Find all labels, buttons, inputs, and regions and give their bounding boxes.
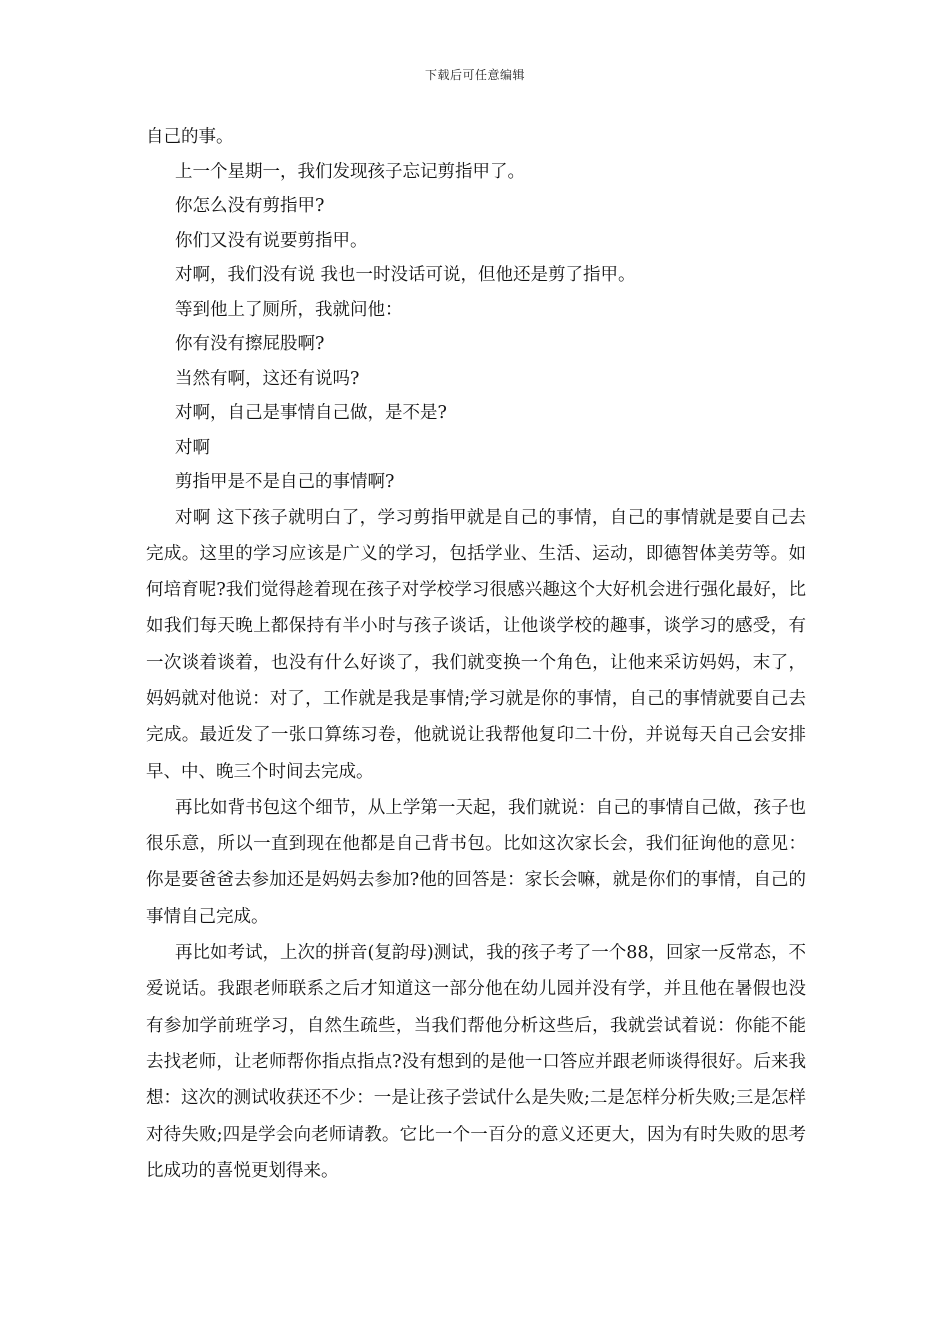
dialogue-line: 剪指甲是不是自己的事情啊? [175,472,395,492]
page-header: 下载后可任意编辑 [424,68,525,82]
paragraph: 再比如考试，上次的拼音(复韵母)测试，我的孩子考了一个88，回家一反常态，不爱说话。我跟老师联系之后才知道这一部分他在幼儿园并没有学，并且他在暑假也没有参加学前班学习，自然生疏些，当我们帮他分析这些后，我就尝试着说：你能不能去找老师，让老师帮你指点指点?没有想到的是他一口答应并跟老师谈得很好。后来我想：这次的测试收获还不少：一是让孩子尝试什么是失败;二是怎样分析失败;三是怎样对待失败;四是学会向老师请教。它比一个一百分的意义还更大，因为有时失败的思考比成功的喜悦更划得来。 [146,943,806,1181]
text-line: 上一个星期一，我们发现孩子忘记剪指甲了。 [175,161,525,182]
text-line: 等到他上了厕所，我就问他： [175,299,403,320]
dialogue-line: 你们又没有说要剪指甲。 [175,230,368,251]
dialogue-line: 对啊 [175,437,210,458]
paragraph: 再比如背书包这个细节，从上学第一天起，我们就说：自己的事情自己做，孩子也很乐意，所以一直到现在他都是自己背书包。比如这次家长会，我们征询他的意见：你是要爸爸去参加还是妈妈去参加?他的回答是：家长会嘛，就是你们的事情，自己的事情自己完成。 [146,797,806,927]
dialogue-line: 对啊，自己是事情自己做，是不是? [175,403,447,423]
document-body [146,120,806,1189]
dialogue-line: 对啊，我们没有说 我也一时没话可说，但他还是剪了指甲。 [175,265,636,285]
dialogue-line: 你有没有擦屁股啊? [175,334,325,354]
paragraph: 对啊 这下孩子就明白了，学习剪指甲就是自己的事情，自己的事情就是要自己去完成。这里的学习应该是广义的学习，包括学业、生活、运动，即德智体美劳等。如何培育呢?我们觉得趁着现在孩子对学校学习很感兴趣这个大好机会进行强化最好，比如我们每天晚上都保持有半小时与孩子谈话，让他谈学校的趣事，谈学习的感受，有一次谈着谈着，也没有什么好谈了，我们就变换一个角色，让他来采访妈妈，末了，妈妈就对他说：对了，工作就是我是事情;学习就是你的事情，自己的事情就要自己去完成。最近发了一张口算练习卷，他就说让我帮他复印二十份，并说每天自己会安排早、中、晚三个时间去完成。 [146,507,806,782]
dialogue-line: 你怎么没有剪指甲? [175,196,325,216]
dialogue-line: 当然有啊，这还有说吗? [175,368,360,389]
text-line: 自己的事。 [146,127,234,147]
